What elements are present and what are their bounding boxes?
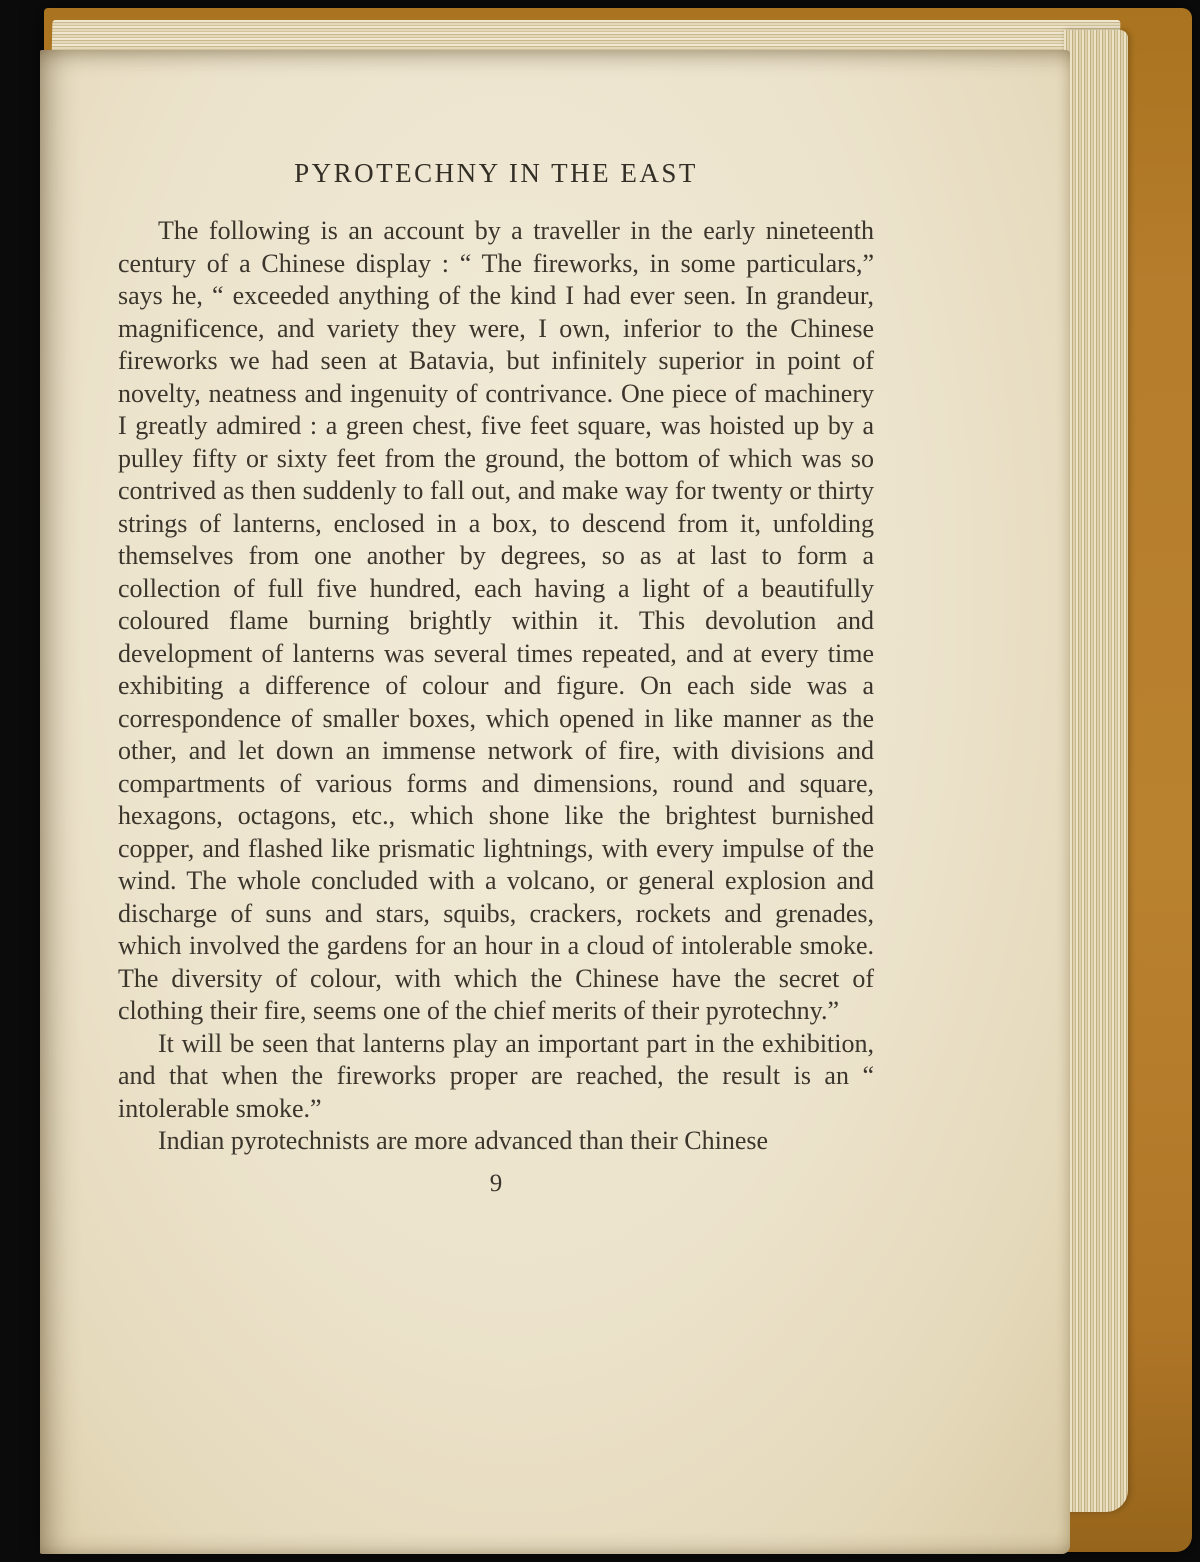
page-title: PYROTECHNY IN THE EAST	[294, 158, 698, 188]
book-page	[40, 50, 1070, 1554]
body-paragraph: Indian pyrotechnists are more advanced than their Chinese	[158, 1126, 769, 1155]
page-number: 9	[489, 1169, 503, 1197]
page-edge-stack-right	[1064, 30, 1128, 1512]
body-paragraph: It will be seen that lanterns play an important part in the exhibition, and that when the fireworks proper are reached, the result is an “ intolerable smoke.”	[118, 1028, 874, 1123]
body-paragraph: The following is an account by a traveller in the early nineteenth century of a Chinese display : “ The fireworks, in some particulars,” says he, “ exceeded anything of the kind I had ever seen. In grandeur, magnificence, and variety they were, I own, inferior to the Chinese fireworks we had seen at Batavia, but infinitely superior in point of novelty, neatness and ingenuity of contrivance. One piece of machinery I greatly admired : a green chest, five feet square, was hoisted up by a pulley fifty or sixty feet from the ground, the bottom of which was so contrived as then suddenly to fall out, and make way for twenty or thirty strings of lanterns, enclosed in a box, to descend from it, unfolding themselves from one another by degrees, so as at last to form a collection of full five hundred, each having a light of a beautifully coloured flame burning brightly within it. This devolution and development of lanterns was several times repeated, and at every time exhibiting a difference of colour and figure. On each side was a correspondence of smaller boxes, which opened in like manner as the other, and let down an immense network of fire, with divisions and compartments of various forms and dimensions, round and square, hexagons, octagons, etc., which shone like the brightest burnished copper, and flashed like prismatic lightnings, with every impulse of the wind. The whole concluded with a volcano, or general explosion and discharge of suns and stars, squibs, crackers, rockets and grenades, which involved the gardens for an hour in a cloud of intolerable smoke. The diversity of colour, with which the Chinese have the secret of clothing their fire, seems one of the chief merits of their pyrotechny.”	[118, 216, 874, 1025]
text-block	[118, 158, 874, 1198]
body-text	[118, 215, 874, 1158]
